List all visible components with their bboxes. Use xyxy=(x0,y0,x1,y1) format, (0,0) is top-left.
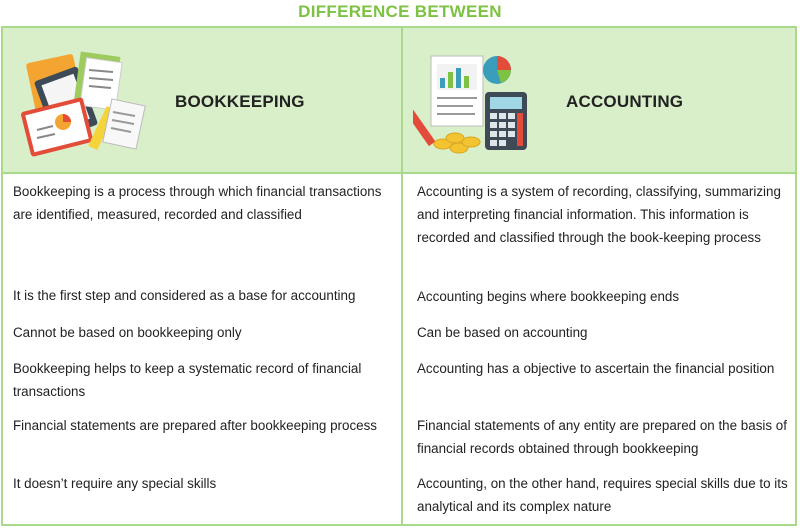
bookkeeping-row-2: It is the first step and considered as a base for accounting xyxy=(13,288,356,303)
accounting-row-3: Can be based on accounting xyxy=(417,325,588,340)
bookkeeping-row-1: Bookkeeping is a process through which financial transactions are identified, measured, recorded and classified xyxy=(13,184,382,222)
accounting-header xyxy=(403,28,795,174)
accounting-calculator-icon xyxy=(413,50,543,165)
accounting-row-2: Accounting begins where bookkeeping ends xyxy=(417,289,680,304)
bookkeeping-header xyxy=(3,28,401,174)
page-title: DIFFERENCE BETWEEN xyxy=(298,2,502,21)
accounting-row-1: Accounting is a system of recording, classifying, summarizing and interpreting financial information. This information is recorded and classified through the book-keeping process xyxy=(417,184,781,245)
accounting-row-4: Accounting has a objective to ascertain the financial position xyxy=(417,361,775,376)
accounting-row-5: Financial statements of any entity are prepared on the basis of financial records obtained through bookkeeping xyxy=(417,418,787,456)
accounting-row-6: Accounting, on the other hand, requires special skills due to its analytical and its complex nature xyxy=(417,476,788,514)
bookkeeping-heading: BOOKKEEPING xyxy=(175,92,305,111)
bookkeeping-documents-icon xyxy=(19,50,149,165)
bookkeeping-row-5: Financial statements are prepared after bookkeeping process xyxy=(13,418,377,433)
bookkeeping-row-4: Bookkeeping helps to keep a systematic record of financial transactions xyxy=(13,361,362,399)
bookkeeping-row-3: Cannot be based on bookkeeping only xyxy=(13,325,242,340)
accounting-heading: ACCOUNTING xyxy=(566,92,684,111)
bookkeeping-row-6: It doesn’t require any special skills xyxy=(13,476,217,491)
comparison-table xyxy=(1,26,797,526)
